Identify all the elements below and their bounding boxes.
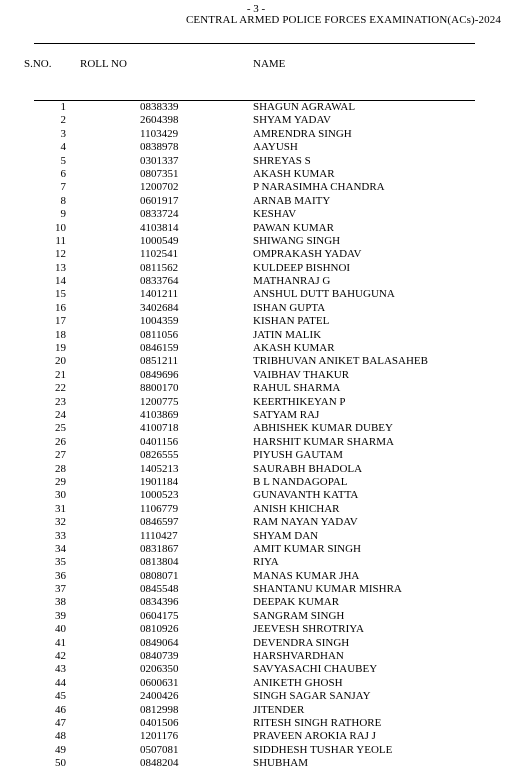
cell-sno: 47: [55, 716, 66, 729]
cell-sno: 46: [55, 703, 66, 716]
cell-name: GUNAVANTH KATTA: [253, 489, 359, 502]
table-row: [0, 436, 512, 449]
cell-name: PRAVEEN AROKIA RAJ J: [253, 730, 376, 743]
cell-sno: 27: [55, 449, 66, 462]
cell-sno: 21: [55, 368, 66, 381]
table-row: [0, 128, 512, 141]
cell-name: SHAGUN AGRAWAL: [253, 101, 356, 113]
cell-name: SINGH SAGAR SANJAY: [253, 690, 371, 703]
cell-sno: 28: [55, 462, 66, 475]
cell-name: SHYAM DAN: [253, 529, 319, 542]
cell-roll-no: 0301337: [140, 154, 179, 167]
table-row: [0, 610, 512, 623]
cell-name: JEEVESH SHROTRIYA: [253, 623, 364, 636]
cell-roll-no: 0811056: [140, 328, 179, 341]
cell-roll-no: 0838978: [140, 141, 179, 154]
table-row: [0, 422, 512, 435]
cell-roll-no: 1901184: [140, 475, 179, 488]
cell-sno: 22: [55, 382, 66, 395]
cell-roll-no: 2604398: [140, 114, 179, 127]
cell-roll-no: 0401156: [140, 435, 179, 448]
cell-sno: 37: [55, 583, 66, 596]
cell-sno: 48: [55, 730, 66, 743]
table-row: [0, 503, 512, 516]
table-row: [0, 476, 512, 489]
cell-sno: 42: [55, 650, 66, 663]
cell-name: RAHUL SHARMA: [253, 382, 341, 395]
cell-name: SHYAM YADAV: [253, 114, 331, 127]
cell-roll-no: 0604175: [140, 609, 179, 622]
cell-roll-no: 1200775: [140, 395, 179, 408]
cell-name: KESHAV: [253, 208, 297, 221]
cell-name: MATHANRAJ G: [253, 275, 331, 288]
cell-sno: 6: [60, 167, 66, 180]
cell-name: HARSHIT KUMAR SHARMA: [253, 435, 394, 448]
cell-sno: 1: [60, 101, 66, 113]
cell-roll-no: 1201176: [140, 730, 179, 743]
cell-roll-no: 1106779: [140, 502, 179, 515]
cell-roll-no: 3402684: [140, 301, 179, 314]
table-row: [0, 449, 512, 462]
cell-name: SHUBHAM: [253, 757, 309, 770]
cell-roll-no: 0833724: [140, 208, 179, 221]
cell-roll-no: 0601917: [140, 194, 179, 207]
table-row: [0, 409, 512, 422]
cell-name: AMIT KUMAR SINGH: [253, 542, 361, 555]
top-divider: [34, 43, 475, 44]
cell-name: DEEPAK KUMAR: [253, 596, 340, 609]
table-row: [0, 369, 512, 382]
cell-sno: 25: [55, 422, 66, 435]
table-row: [0, 262, 512, 275]
cell-name: JITENDER: [253, 703, 305, 716]
cell-roll-no: 0810926: [140, 623, 179, 636]
cell-roll-no: 0833764: [140, 275, 179, 288]
table-row: [0, 677, 512, 690]
table-row: [0, 155, 512, 168]
table-row: [0, 583, 512, 596]
cell-sno: 3: [60, 127, 66, 140]
cell-name: VAIBHAV THAKUR: [253, 368, 350, 381]
cell-name: ANIKETH GHOSH: [253, 676, 343, 689]
cell-sno: 29: [55, 475, 66, 488]
cell-roll-no: 4103869: [140, 408, 179, 421]
table-row: [0, 355, 512, 368]
cell-name: TRIBHUVAN ANIKET BALASAHEB: [253, 355, 428, 368]
cell-sno: 16: [55, 301, 66, 314]
cell-roll-no: 0831867: [140, 542, 179, 555]
table-row: [0, 302, 512, 315]
table-row: [0, 704, 512, 717]
table-row: [0, 222, 512, 235]
table-row: [0, 717, 512, 730]
table-row: [0, 396, 512, 409]
table-row: [0, 637, 512, 650]
cell-sno: 9: [60, 208, 66, 221]
cell-name: PIYUSH GAUTAM: [253, 449, 343, 462]
cell-sno: 18: [55, 328, 66, 341]
cell-roll-no: 0846159: [140, 342, 179, 355]
cell-name: ANSHUL DUTT BAHUGUNA: [253, 288, 395, 301]
table-row: [0, 181, 512, 194]
cell-name: OMPRAKASH YADAV: [253, 248, 362, 261]
table-row: [0, 114, 512, 127]
cell-sno: 12: [55, 248, 66, 261]
cell-name: KISHAN PATEL: [253, 315, 330, 328]
table-row: [0, 168, 512, 181]
cell-sno: 5: [60, 154, 66, 167]
cell-roll-no: 4100718: [140, 422, 179, 435]
cell-sno: 41: [55, 636, 66, 649]
column-header-roll-no: ROLL NO: [80, 58, 127, 70]
cell-sno: 49: [55, 743, 66, 756]
cell-sno: 19: [55, 342, 66, 355]
table-row: [0, 530, 512, 543]
cell-name: RAM NAYAN YADAV: [253, 516, 358, 529]
column-header-sno: S.NO.: [24, 58, 52, 70]
cell-roll-no: 0834396: [140, 596, 179, 609]
cell-roll-no: 0838339: [140, 101, 179, 113]
cell-roll-no: 1103429: [140, 127, 179, 140]
cell-roll-no: 0507081: [140, 743, 179, 756]
cell-name: JATIN MALIK: [253, 328, 322, 341]
table-row: [0, 543, 512, 556]
table-row: [0, 248, 512, 261]
table-row: [0, 556, 512, 569]
cell-roll-no: 0401506: [140, 716, 179, 729]
cell-roll-no: 0811562: [140, 261, 179, 274]
table-row: [0, 195, 512, 208]
cell-sno: 34: [55, 542, 66, 555]
cell-roll-no: 1102541: [140, 248, 179, 261]
table-row: [0, 623, 512, 636]
cell-name: HARSHVARDHAN: [253, 650, 344, 663]
cell-sno: 26: [55, 435, 66, 448]
cell-roll-no: 1000549: [140, 234, 179, 247]
cell-name: AAYUSH: [253, 141, 298, 154]
cell-name: ARNAB MAITY: [253, 194, 331, 207]
cell-roll-no: 0826555: [140, 449, 179, 462]
cell-roll-no: 1401211: [140, 288, 179, 301]
table-row: [0, 570, 512, 583]
table-row: [0, 489, 512, 502]
cell-name: KEERTHIKEYAN P: [253, 395, 346, 408]
cell-sno: 38: [55, 596, 66, 609]
table-row: [0, 141, 512, 154]
cell-roll-no: 8800170: [140, 382, 179, 395]
table-row: [0, 744, 512, 757]
table-row: [0, 596, 512, 609]
cell-name: P NARASIMHA CHANDRA: [253, 181, 385, 194]
cell-name: RIYA: [253, 556, 279, 569]
cell-roll-no: 1405213: [140, 462, 179, 475]
cell-name: DEVENDRA SINGH: [253, 636, 350, 649]
cell-sno: 31: [55, 502, 66, 515]
cell-roll-no: 0848204: [140, 757, 179, 770]
exam-title: CENTRAL ARMED POLICE FORCES EXAMINATION(ACs)-2024: [186, 14, 501, 26]
cell-sno: 44: [55, 676, 66, 689]
cell-roll-no: 0845548: [140, 583, 179, 596]
cell-sno: 24: [55, 408, 66, 421]
page-number: - 3 -: [246, 3, 266, 15]
cell-roll-no: 1200702: [140, 181, 179, 194]
cell-sno: 32: [55, 516, 66, 529]
cell-roll-no: 0813804: [140, 556, 179, 569]
cell-name: SANGRAM SINGH: [253, 609, 345, 622]
cell-name: SAVYASACHI CHAUBEY: [253, 663, 378, 676]
cell-name: ANISH KHICHAR: [253, 502, 340, 515]
table-row: [0, 288, 512, 301]
cell-roll-no: 4103814: [140, 221, 179, 234]
cell-name: SAURABH BHADOLA: [253, 462, 363, 475]
cell-sno: 30: [55, 489, 66, 502]
cell-sno: 14: [55, 275, 66, 288]
cell-sno: 36: [55, 569, 66, 582]
cell-sno: 11: [55, 234, 66, 247]
table-row: [0, 315, 512, 328]
table-row: [0, 650, 512, 663]
cell-name: SHREYAS S: [253, 154, 311, 167]
table-row: [0, 275, 512, 288]
cell-roll-no: 1110427: [140, 529, 178, 542]
cell-sno: 39: [55, 609, 66, 622]
cell-name: RITESH SINGH RATHORE: [253, 716, 382, 729]
cell-sno: 15: [55, 288, 66, 301]
table-row: [0, 101, 512, 114]
cell-roll-no: 2400426: [140, 690, 179, 703]
cell-roll-no: 1000523: [140, 489, 179, 502]
table-row: [0, 208, 512, 221]
table-row: [0, 663, 512, 676]
cell-sno: 23: [55, 395, 66, 408]
cell-sno: 8: [60, 194, 66, 207]
cell-sno: 20: [55, 355, 66, 368]
table-row: [0, 463, 512, 476]
cell-name: AMRENDRA SINGH: [253, 127, 352, 140]
cell-sno: 7: [60, 181, 66, 194]
table-row: [0, 329, 512, 342]
cell-sno: 43: [55, 663, 66, 676]
cell-sno: 50: [55, 757, 66, 770]
cell-name: SHIWANG SINGH: [253, 234, 341, 247]
cell-name: MANAS KUMAR JHA: [253, 569, 360, 582]
column-header-name: NAME: [253, 58, 286, 70]
cell-sno: 40: [55, 623, 66, 636]
table-row: [0, 516, 512, 529]
cell-roll-no: 0846597: [140, 516, 179, 529]
cell-name: B L NANDAGOPAL: [253, 475, 348, 488]
cell-roll-no: 0851211: [140, 355, 179, 368]
cell-name: AKASH KUMAR: [253, 342, 335, 355]
cell-sno: 2: [60, 114, 66, 127]
cell-name: AKASH KUMAR: [253, 167, 335, 180]
table-row: [0, 382, 512, 395]
table-row: [0, 235, 512, 248]
cell-name: SIDDHESH TUSHAR YEOLE: [253, 743, 393, 756]
cell-sno: 4: [60, 141, 66, 154]
cell-sno: 33: [55, 529, 66, 542]
cell-name: SATYAM RAJ: [253, 408, 320, 421]
cell-name: KULDEEP BISHNOI: [253, 261, 351, 274]
cell-roll-no: 1004359: [140, 315, 179, 328]
cell-roll-no: 0840739: [140, 650, 179, 663]
cell-roll-no: 0807351: [140, 167, 179, 180]
cell-name: ABHISHEK KUMAR DUBEY: [253, 422, 393, 435]
cell-name: ISHAN GUPTA: [253, 301, 326, 314]
cell-name: SHANTANU KUMAR MISHRA: [253, 583, 402, 596]
cell-sno: 10: [55, 221, 66, 234]
cell-name: PAWAN KUMAR: [253, 221, 334, 234]
cell-roll-no: 0849696: [140, 368, 179, 381]
table-row: [0, 757, 512, 770]
table-row: [0, 342, 512, 355]
cell-roll-no: 0808071: [140, 569, 179, 582]
cell-roll-no: 0600631: [140, 676, 179, 689]
results-table: [0, 101, 512, 771]
table-row: [0, 690, 512, 703]
cell-roll-no: 0206350: [140, 663, 179, 676]
cell-roll-no: 0849064: [140, 636, 179, 649]
cell-sno: 17: [55, 315, 66, 328]
table-row: [0, 730, 512, 743]
cell-sno: 13: [55, 261, 66, 274]
cell-sno: 35: [55, 556, 66, 569]
cell-roll-no: 0812998: [140, 703, 179, 716]
cell-sno: 45: [55, 690, 66, 703]
